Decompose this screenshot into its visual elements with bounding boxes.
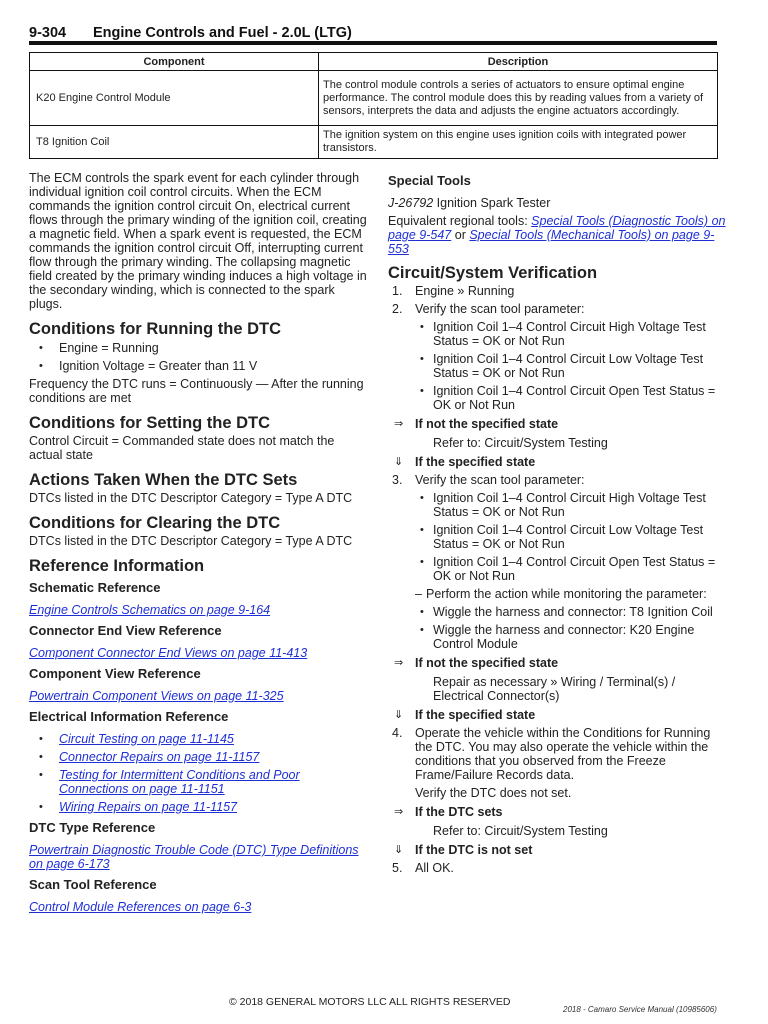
page-number: 9-304	[29, 25, 67, 41]
connector-repairs-link[interactable]: Connector Repairs on page 11-1157	[59, 750, 260, 764]
action-item	[388, 587, 728, 601]
verification-step	[388, 284, 728, 298]
page-title: Engine Controls and Fuel - 2.0L (LTG)	[93, 25, 352, 41]
intermittent-conditions-link[interactable]: Testing for Intermittent Conditions and Poor Connections on page 11-1151	[59, 768, 300, 796]
tool-name: Ignition Spark Tester	[433, 196, 551, 210]
wiggle-item: • Wiggle the harness and connector: T8 Ignition Coil	[388, 605, 728, 619]
scan-parameter-item: • Ignition Coil 1–4 Control Circuit High Voltage Test Status = OK or Not Run	[388, 491, 728, 519]
branch-label: If not the specified state	[415, 417, 559, 431]
refer-text: Refer to: Circuit/System Testing	[433, 824, 608, 838]
verification-step	[388, 726, 728, 782]
arrow-right-icon: ⇒	[394, 657, 404, 669]
running-condition-item: • Ignition Voltage = Greater than 11 V	[29, 359, 369, 373]
result-branch	[388, 708, 728, 722]
repair-text: Repair as necessary » Wiring / Terminal(s) / Electrical Connector(s)	[433, 675, 676, 703]
dtc-type-reference-heading: DTC Type Reference	[29, 820, 156, 835]
column-header-component: Component	[30, 53, 319, 71]
actions-taken-text: DTCs listed in the DTC Descriptor Category = Type A DTC	[29, 491, 353, 505]
dtc-type-definitions-link[interactable]: Powertrain Diagnostic Trouble Code (DTC) Type Definitions on page 6-173	[29, 843, 359, 871]
equivalent-tools-label: Equivalent regional tools:	[388, 214, 532, 228]
step-number: 2.	[392, 302, 403, 316]
verification-step	[388, 861, 728, 875]
branch-label: If the specified state	[415, 455, 536, 469]
equivalent-tools-line	[388, 214, 728, 256]
column-header-description: Description	[319, 53, 718, 71]
connector-end-view-heading: Connector End View Reference	[29, 623, 222, 638]
header-rule	[29, 41, 717, 45]
step-number: 5.	[392, 861, 403, 875]
step-number: 1.	[392, 284, 403, 298]
clearing-conditions-heading: Conditions for Clearing the DTC	[29, 514, 281, 532]
connector-end-view-link[interactable]: Component Connector End Views on page 11-413	[29, 646, 308, 660]
description-cell: The ignition system on this engine uses ignition coils with integrated power transistors.	[319, 126, 718, 159]
wiring-repairs-link[interactable]: Wiring Repairs on page 11-1157	[59, 800, 238, 814]
step-text: Verify the scan tool parameter:	[415, 473, 585, 487]
electrical-link-item	[29, 732, 369, 746]
component-view-heading: Component View Reference	[29, 666, 201, 681]
step-text: Engine » Running	[415, 284, 515, 298]
step-number: 3.	[392, 473, 403, 487]
arrow-down-icon: ⇓	[394, 456, 404, 468]
copyright-footer: © 2018 GENERAL MOTORS LLC ALL RIGHTS RESERVED	[229, 996, 511, 1008]
scan-parameter-item: • Ignition Coil 1–4 Control Circuit Open Test Status = OK or Not Run	[388, 384, 728, 412]
schematic-link[interactable]: Engine Controls Schematics on page 9-164	[29, 603, 271, 617]
intro-paragraph: The ECM controls the spark event for each cylinder through individual ignition coil control circuits. When the ECM commands the ignition control circuit On, electrical current flows through the primary winding of the ignition coil, creating a magnetic field. When a spark event is requested, the ECM commands the ignition control circuit Off, interrupting current flow through the primary winding. The collapsing magnetic field created by the primary winding induces a high voltage in the secondary winding, which is connected to the spark plugs.	[29, 171, 367, 311]
component-cell: T8 Ignition Coil	[30, 126, 319, 159]
dash-marker: –	[415, 587, 422, 601]
circuit-system-verification-heading: Circuit/System Verification	[388, 264, 598, 282]
scan-parameter-item: • Ignition Coil 1–4 Control Circuit Low Voltage Test Status = OK or Not Run	[388, 523, 728, 551]
scan-parameter-item: • Ignition Coil 1–4 Control Circuit Low Voltage Test Status = OK or Not Run	[388, 352, 728, 380]
arrow-down-icon: ⇓	[394, 709, 404, 721]
verification-step	[388, 473, 728, 487]
description-cell: The control module controls a series of actuators to ensure optimal engine performance. The control module does this by reading values from a variety of sensors, interprets the data and adjusts the engine actuators accordingly.	[319, 71, 718, 126]
branch-label: If not the specified state	[415, 656, 559, 670]
result-branch	[388, 843, 728, 857]
scan-parameter-item: • Ignition Coil 1–4 Control Circuit High Voltage Test Status = OK or Not Run	[388, 320, 728, 348]
arrow-right-icon: ⇒	[394, 418, 404, 430]
or-text: or	[451, 228, 470, 242]
arrow-right-icon: ⇒	[394, 806, 404, 818]
action-text: Perform the action while monitoring the parameter:	[426, 587, 707, 601]
electrical-link-item	[29, 750, 369, 764]
refer-text: Refer to: Circuit/System Testing	[433, 436, 608, 450]
table-row	[30, 126, 718, 159]
result-branch	[388, 455, 728, 469]
frequency-text: Frequency the DTC runs = Continuously — After the running conditions are met	[29, 377, 364, 405]
step-number: 4.	[392, 726, 403, 740]
component-cell: K20 Engine Control Module	[30, 71, 319, 126]
component-view-link[interactable]: Powertrain Component Views on page 11-325	[29, 689, 284, 703]
special-tools-heading: Special Tools	[388, 173, 471, 188]
branch-label: If the specified state	[415, 708, 536, 722]
diagnostic-tools-link[interactable]: Special Tools (Diagnostic Tools) on page 9-547	[388, 214, 726, 242]
step-text: All OK.	[415, 861, 454, 875]
setting-conditions-text: Control Circuit = Commanded state does not match the actual state	[29, 434, 335, 462]
running-conditions-heading: Conditions for Running the DTC	[29, 320, 282, 338]
reference-information-heading: Reference Information	[29, 557, 205, 575]
table-row	[30, 71, 718, 126]
electrical-information-heading: Electrical Information Reference	[29, 709, 229, 724]
verify-dtc-text: Verify the DTC does not set.	[415, 786, 572, 800]
left-column	[29, 171, 369, 914]
arrow-down-icon: ⇓	[394, 844, 404, 856]
step-text: Operate the vehicle within the Conditions for Running the DTC. You may also operate the vehicle within the conditions that you observed from the Freeze Frame/Failure Records data.	[415, 726, 711, 782]
scan-parameter-item: • Ignition Coil 1–4 Control Circuit Open Test Status = OK or Not Run	[388, 555, 728, 583]
manual-title-footer: 2018 - Camaro Service Manual (10985606)	[563, 1005, 717, 1014]
actions-taken-heading: Actions Taken When the DTC Sets	[29, 471, 298, 489]
schematic-reference-heading: Schematic Reference	[29, 580, 161, 595]
mechanical-tools-link[interactable]: Special Tools (Mechanical Tools) on page 9-553	[388, 228, 715, 256]
scan-tool-reference-heading: Scan Tool Reference	[29, 877, 157, 892]
running-condition-item: • Engine = Running	[29, 341, 369, 355]
setting-conditions-heading: Conditions for Setting the DTC	[29, 414, 271, 432]
electrical-link-item	[29, 768, 369, 796]
step-text: Verify the scan tool parameter:	[415, 302, 585, 316]
right-column	[388, 173, 728, 875]
verification-step	[388, 302, 728, 316]
special-tool-line	[388, 196, 728, 210]
result-branch	[388, 417, 728, 431]
electrical-link-item	[29, 800, 369, 814]
wiggle-item: • Wiggle the harness and connector: K20 Engine Control Module	[388, 623, 728, 651]
control-module-references-link[interactable]: Control Module References on page 6-3	[29, 900, 252, 914]
page-header	[29, 24, 717, 42]
clearing-conditions-text: DTCs listed in the DTC Descriptor Category = Type A DTC	[29, 534, 353, 548]
result-branch	[388, 805, 728, 819]
page-header-text	[29, 25, 352, 41]
result-branch	[388, 656, 728, 670]
component-table	[29, 52, 718, 159]
branch-label: If the DTC is not set	[415, 843, 533, 857]
branch-label: If the DTC sets	[415, 805, 503, 819]
circuit-testing-link[interactable]: Circuit Testing on page 11-1145	[59, 732, 234, 746]
table-header-row	[30, 53, 718, 71]
tool-number: J-26792	[388, 196, 434, 210]
